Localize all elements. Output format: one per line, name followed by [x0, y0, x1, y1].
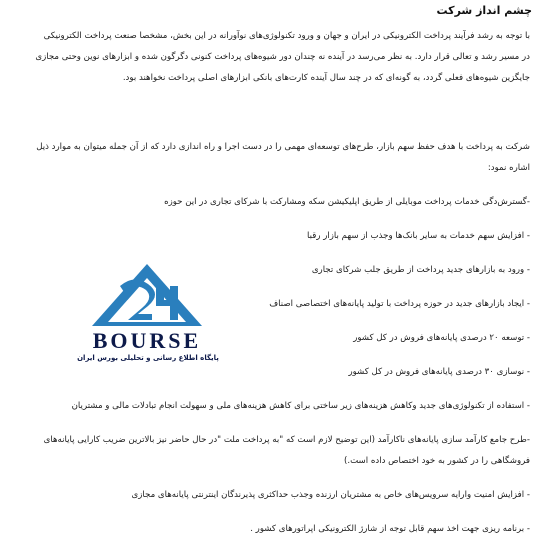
bourse-logo-mark-icon: [90, 262, 204, 328]
list-item: - ایجاد بازارهای جدید در حوزه پرداخت با تولید پایانه‌های اختصاصی اصناف: [269, 299, 530, 309]
list-item: - نوسازی ۳۰ درصدی پایانه‌های فروش در کل کشور: [348, 367, 530, 377]
bourse-logo: [62, 262, 232, 370]
list-item: -گسترش‌دگی خدمات پرداخت موبایلی از طریق اپلیکیشن سکه ومشارکت با شرکای تجاری در این حوزه: [164, 197, 530, 207]
list-item: - افزایش امنیت وارایه سرویس‌های خاص به مشتریان ارزنده وجذب حداکثری پذیرندگان اینترنتی پایانه‌های مجازی: [131, 490, 530, 500]
list-item: -طرح جامع کارآمد سازی پایانه‌های ناکارآمد (این توضیح لازم است که "به پرداخت ملت "در حال حاضر نیز بالاترین ضریب کارایی پایانه‌های: [43, 435, 530, 445]
paragraph-1-line: جایگزین شیوه‌های فعلی گردد، به گونه‌ای که در چند سال آینده کارت‌های بانکی ابزارهای اصلی پرداخت نخواهند بود.: [122, 73, 530, 83]
paragraph-2-line: شرکت به پرداخت با هدف حفظ سهم بازار، طرح‌های توسعه‌ای مهمی را در دست اجرا و راه اندازی دارد که از آن جمله میتوان به موارد ذیل: [36, 142, 530, 152]
page-title: چشم انداز شرکت: [436, 4, 532, 17]
list-item: - استفاده از تکنولوژی‌های جدید وکاهش هزینه‌های زیر ساختی برای کاهش هزینه‌های ملی و سهولت انجام تبادلات مالی و مشتریان: [71, 401, 530, 411]
list-item: - افزایش سهم خدمات به سایر بانک‌ها وجذب از سهم بازار رقبا: [307, 231, 530, 241]
logo-tagline: پایگاه اطلاع رسانی و تحلیلی بورس ایران: [77, 354, 219, 362]
logo-wordmark: BOURSE: [92, 328, 202, 353]
paragraph-1-line: با توجه به رشد فرآیند پرداخت الکترونیکی در ایران و جهان و ورود تکنولوژی‌های نوآورانه در این بخش، مشخصا صنعت پرداخت الکترونیکی: [43, 31, 530, 41]
list-item: - ورود به بازارهای جدید پرداخت از طریق جلب شرکای تجاری: [311, 265, 530, 275]
paragraph-1-line: در مسیر رشد و تعالی قرار دارد. به نظر می‌رسد در آینده نه چندان دور شیوه‌های پرداخت کنونی دگرگون شده و ابزارهای نوین وحتی مجازی: [35, 52, 530, 62]
list-item: - توسعه ۲۰ درصدی پایانه‌های فروش در کل کشور: [353, 333, 530, 343]
list-item-continuation: فروشگاهی را در کشور به خود اختصاص داده است.): [344, 456, 530, 466]
list-item: - برنامه ریزی جهت اخذ سهم قابل توجه از شارژ الکترونیکی اپراتورهای کشور .: [250, 524, 530, 534]
paragraph-2-line: اشاره نمود:: [487, 163, 530, 173]
